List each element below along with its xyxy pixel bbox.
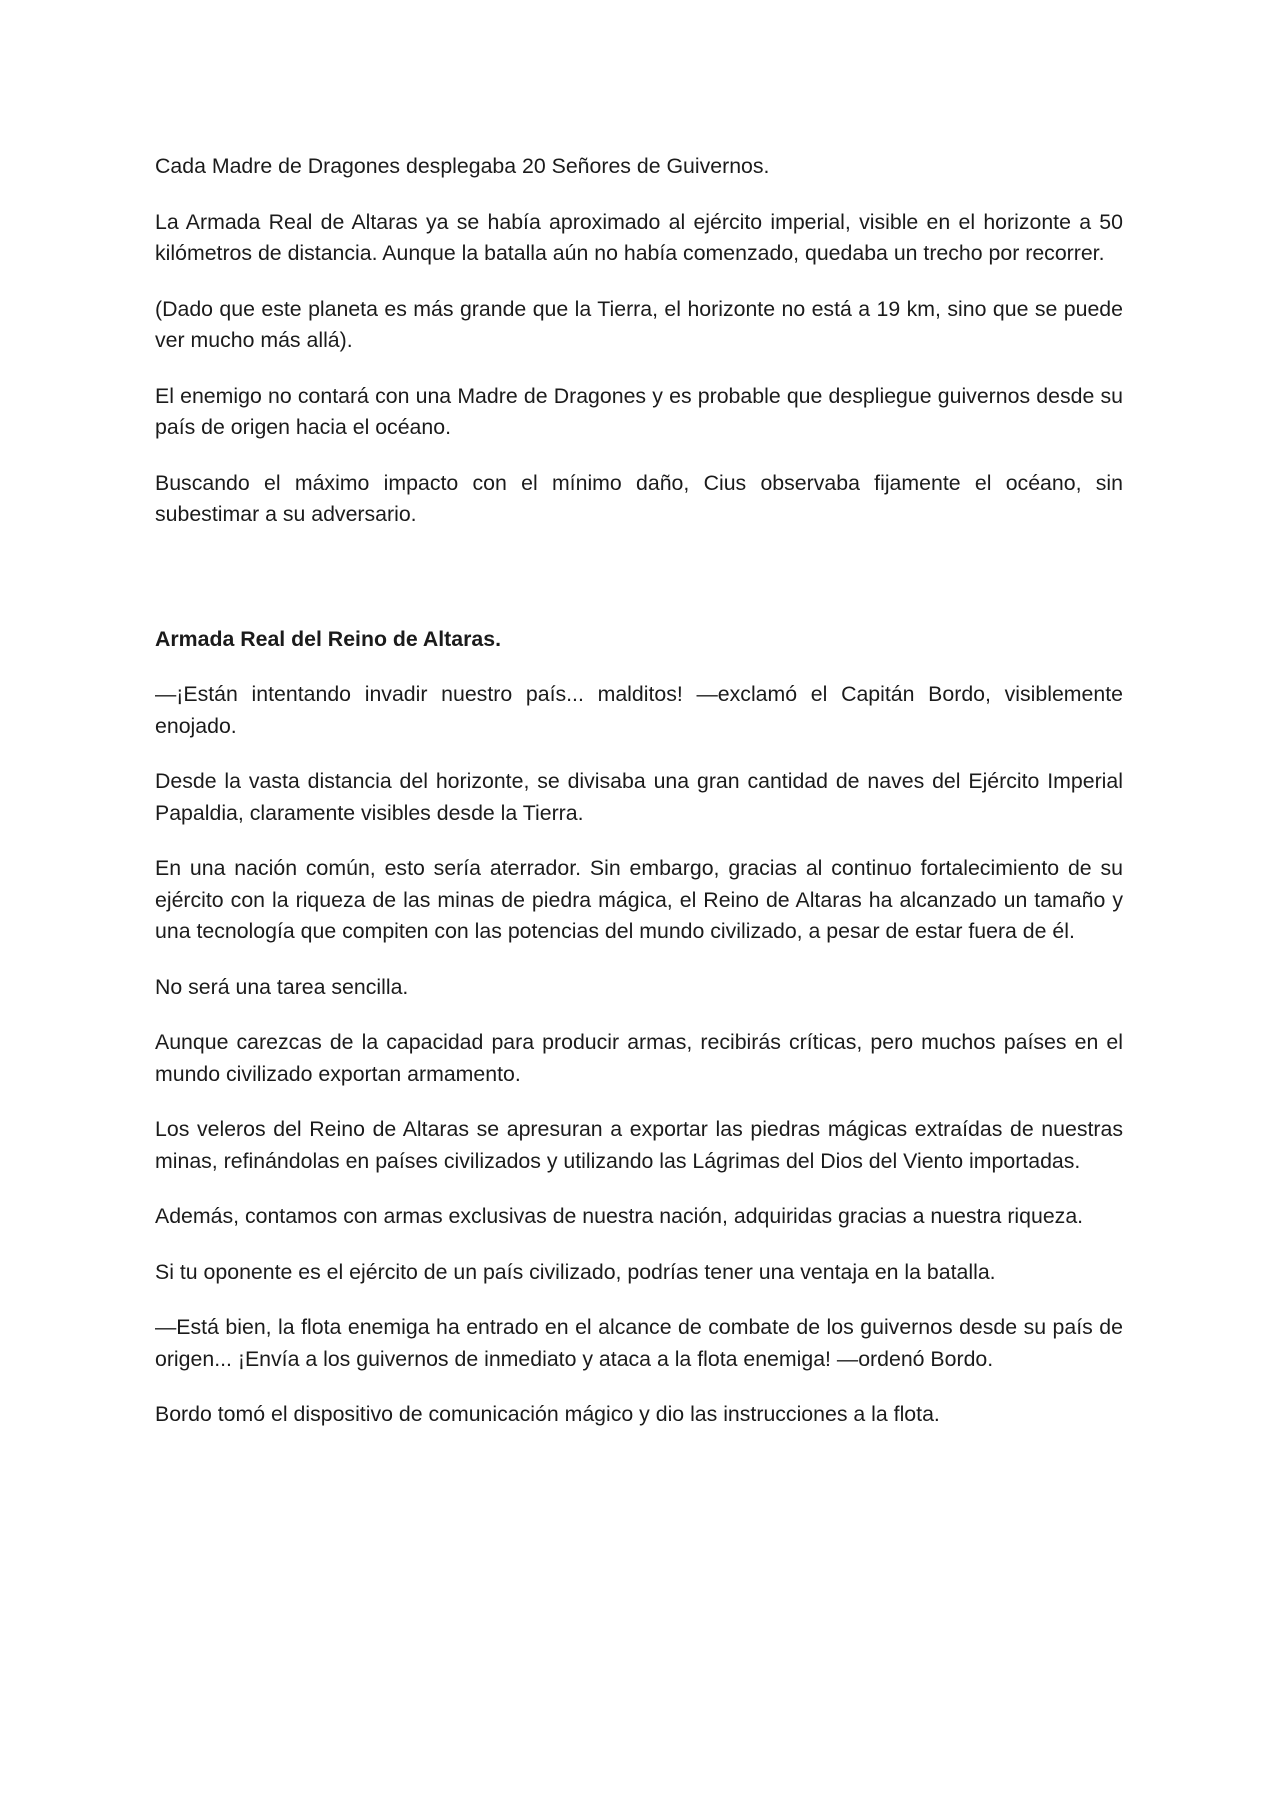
paragraph: (Dado que este planeta es más grande que la Tierra, el horizonte no está a 19 km, sino que se puede ver mucho más allá). xyxy=(155,296,1123,352)
paragraph: El enemigo no contará con una Madre de Dragones y es probable que despliegue guivernos desde su país de origen hacia el océano. xyxy=(155,383,1123,439)
paragraph: Si tu oponente es el ejército de un país civilizado, podrías tener una ventaja en la batalla. xyxy=(155,1259,996,1284)
paragraph: Bordo tomó el dispositivo de comunicación mágico y dio las instrucciones a la flota. xyxy=(155,1402,940,1426)
paragraph: En una nación común, esto sería aterrador. Sin embargo, gracias al continuo fortalecimiento de su ejército con la riqueza de las minas de piedra mágica, el Reino de Altaras ha alcanzado un tamaño y una tecnología que compiten con las potencias del mundo civilizado, a pesar de estar fuera de él. xyxy=(155,856,1123,943)
paragraph: Aunque carezcas de la capacidad para producir armas, recibirás críticas, pero muchos países en el mundo civilizado exportan armamento. xyxy=(155,1030,1123,1086)
paragraph: Cada Madre de Dragones desplegaba 20 Señores de Guivernos. xyxy=(155,154,770,178)
paragraph: Desde la vasta distancia del horizonte, se divisaba una gran cantidad de naves del Ejército Imperial Papaldia, claramente visibles desde la Tierra. xyxy=(155,769,1123,825)
paragraph: Además, contamos con armas exclusivas de nuestra nación, adquiridas gracias a nuestra riqueza. xyxy=(155,1204,1084,1228)
paragraph: Los veleros del Reino de Altaras se apresuran a exportar las piedras mágicas extraídas de nuestras minas, refinándolas en países civilizados y utilizando las Lágrimas del Dios del Viento importadas. xyxy=(155,1117,1123,1173)
paragraph: —Está bien, la flota enemiga ha entrado en el alcance de combate de los guivernos desde su país de origen... ¡Envía a los guivernos de inmediato y ataca a la flota enemiga! —ordenó Bordo. xyxy=(155,1315,1123,1371)
section-spacer xyxy=(155,555,1123,624)
paragraph: Buscando el máximo impacto con el mínimo daño, Cius observaba fijamente el océano, sin subestimar a su adversario. xyxy=(155,470,1123,526)
paragraph: La Armada Real de Altaras ya se había aproximado al ejército imperial, visible en el horizonte a 50 kilómetros de distancia. Aunque la batalla aún no había comenzado, quedaba un trecho por recorrer. xyxy=(155,209,1123,265)
document-page xyxy=(155,151,1123,1455)
paragraph: No será una tarea sencilla. xyxy=(155,974,409,999)
paragraph: —¡Están intentando invadir nuestro país... malditos! —exclamó el Capitán Bordo, visiblemente enojado. xyxy=(155,682,1123,738)
section-heading: Armada Real del Reino de Altaras. xyxy=(155,626,501,651)
